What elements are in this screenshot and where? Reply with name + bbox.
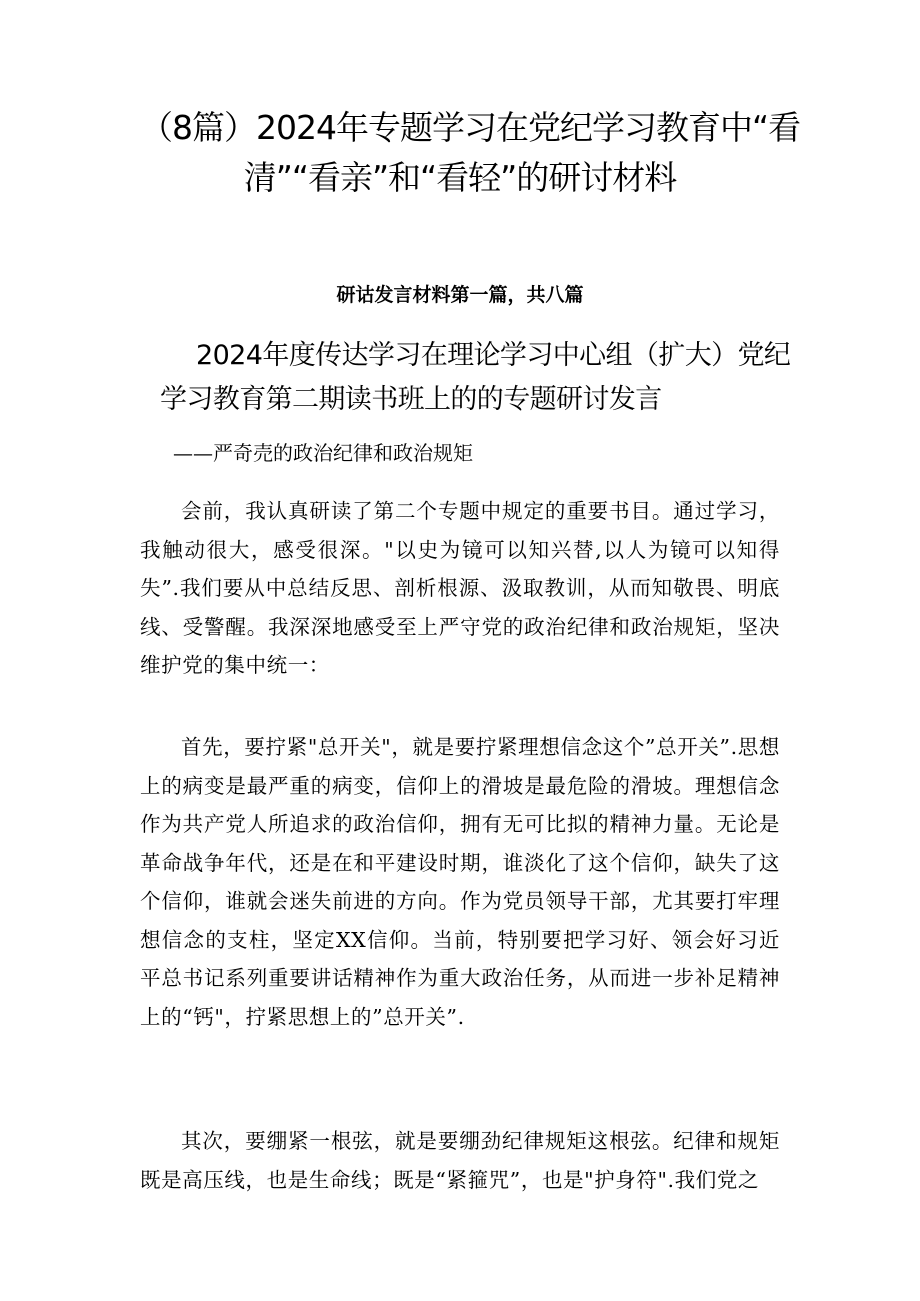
- document-title: [140, 103, 801, 203]
- body-paragraph-1: 会前，我认真研读了第二个专题中规定的重要书目。通过学习，我触动很大，感受很深。"以史为镜可以知兴替,以人为镜可以知得失”.我们要从中总结反思、剖析根源、汲取教训，从而知敬畏、明底线、受警醒。我深深地感受至上严守党的政治纪律和政治规矩，坚决维护党的集中统一：: [140, 499, 780, 677]
- body-paragraph-3: 其次，要绷紧一根弦，就是要绷劲纪律规矩这根弦。纪律和规矩既是高压线，也是生命线；既是“紧箍咒”，也是"护身符".我们党之: [140, 1129, 780, 1192]
- document-title-line-2: 清”“看亲”和“看轻”的研讨材料: [243, 158, 677, 197]
- series-label: 研诂发言材料第一篇，共八篇: [336, 284, 584, 306]
- speech-title-line-2: 学习教育第二期读书班上的的专题研讨发言: [160, 384, 662, 415]
- speech-subtitle: ——严奇売的政治纪律和政治规矩: [173, 441, 473, 465]
- speech-title: [140, 334, 791, 422]
- document-title-line-1: （8篇）2024年专题学习在党纪学习教育中“看: [140, 108, 801, 147]
- body-paragraph-2: 首先，要拧紧"总开关"，就是要拧紧理想信念这个”总开关”.思想上的病变是最严重的病变，信仰上的滑坡是最危险的滑坡。理想信念作为共产党人所追求的政治信仰，拥有无可比拟的精神力量。无论是革命战争年代，还是在和平建设时期，谁淡化了这个信仰，缺失了这个信仰，谁就会迷失前进的方向。作为党员领导干部，尤其要打牢理想信念的支柱，坚定XX信仰。当前，特别要把学习好、领会好习近平总书记系列重要讲话精神作为重大政治任务，从而进一步补足精神上的“钙"，拧紧思想上的”总开关”.: [140, 735, 780, 1029]
- speech-title-line-1: 2024年度传达学习在理论学习中心组（扩大）党纪: [196, 340, 791, 371]
